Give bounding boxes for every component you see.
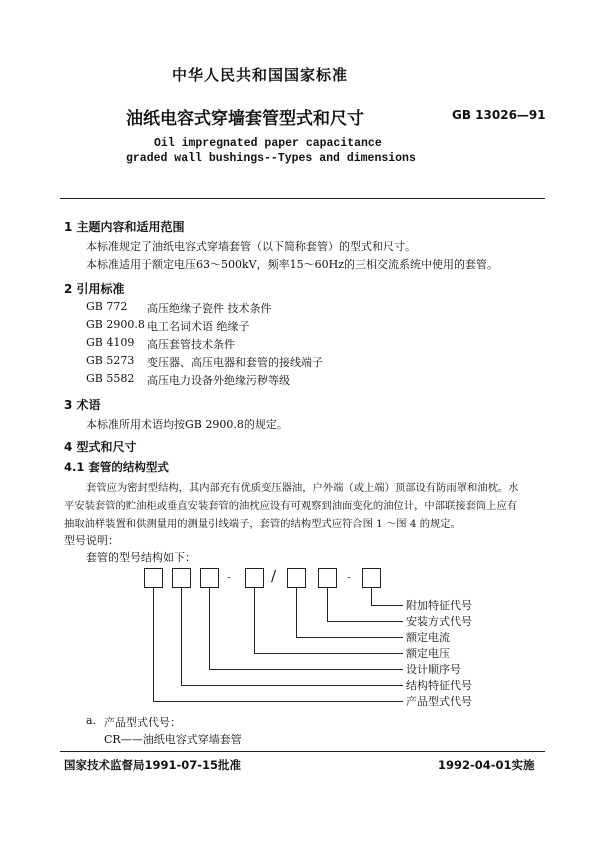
section-3-heading: 3 术语 bbox=[64, 398, 101, 412]
model-box bbox=[144, 568, 163, 588]
dash-separator: - bbox=[227, 570, 232, 584]
reference-title: 电工名词术语 绝缘子 bbox=[147, 320, 250, 333]
reference-title: 高压套管技术条件 bbox=[147, 338, 235, 351]
section-2-heading: 2 引用标准 bbox=[64, 282, 125, 296]
approval-date: 国家技术监督局1991-07-15批准 bbox=[64, 758, 242, 772]
item-a-value: CR——油纸电容式穿墙套管 bbox=[104, 733, 242, 746]
standard-org: 中华人民共和国国家标准 bbox=[172, 66, 349, 84]
section-3-paragraph: 本标准所用术语均按GB 2900.8的规定。 bbox=[86, 418, 288, 431]
section-1-heading: 1 主题内容和适用范围 bbox=[64, 220, 185, 234]
leader-line bbox=[254, 588, 255, 653]
diagram-label: 结构特征代号 bbox=[406, 679, 472, 692]
reference-code: GB 4109 bbox=[86, 336, 135, 349]
reference-code: GB 5582 bbox=[86, 372, 135, 385]
section-4-paragraph-line: 抽取油样装置和供测量用的测量引线端子，套管的结构型式应符合图 1 ～图 4 的规定。 bbox=[64, 518, 461, 530]
section-1-paragraph-2: 本标准适用于额定电压63～500kV，频率15～60Hz的三相交流系统中使用的套管。 bbox=[86, 258, 498, 271]
leader-line bbox=[327, 621, 403, 622]
leader-line bbox=[296, 637, 403, 638]
leader-line bbox=[371, 588, 372, 605]
english-title-line1: Oil impregnated paper capacitance bbox=[154, 137, 382, 150]
model-label: 型号说明： bbox=[64, 534, 119, 547]
leader-line bbox=[209, 588, 210, 669]
dash-separator: - bbox=[347, 570, 352, 584]
header-divider bbox=[60, 198, 545, 199]
section-1-paragraph-1: 本标准规定了油纸电容式穿墙套管（以下简称套管）的型式和尺寸。 bbox=[86, 240, 416, 253]
model-box bbox=[287, 568, 306, 588]
item-a-text: 产品型式代号： bbox=[104, 716, 181, 729]
model-box bbox=[318, 568, 337, 588]
leader-line bbox=[371, 605, 403, 606]
item-a-marker: a. bbox=[86, 714, 97, 727]
leader-line bbox=[181, 588, 182, 685]
section-4-paragraph-line: 平安装套管的贮油柜或垂直安装套管的油枕应设有可观察到油面变化的油位计，中部联接套筒上应有 bbox=[64, 500, 518, 512]
diagram-label: 设计顺序号 bbox=[406, 663, 461, 676]
model-box bbox=[362, 568, 381, 588]
diagram-label: 额定电流 bbox=[406, 631, 450, 644]
leader-line bbox=[153, 701, 403, 702]
section-4-heading: 4 型式和尺寸 bbox=[64, 440, 137, 454]
slash-separator: / bbox=[271, 567, 277, 585]
reference-title: 高压电力设备外绝缘污秽等级 bbox=[147, 374, 290, 387]
section-4-1-heading: 4.1 套管的结构型式 bbox=[64, 460, 169, 474]
leader-line bbox=[254, 653, 403, 654]
leader-line bbox=[296, 588, 297, 637]
leader-line bbox=[153, 588, 154, 701]
page-title: 油纸电容式穿墙套管型式和尺寸 bbox=[126, 109, 364, 129]
standard-code: GB 13026—91 bbox=[452, 108, 546, 122]
model-box bbox=[245, 568, 264, 588]
diagram-label: 安装方式代号 bbox=[406, 615, 472, 628]
leader-line bbox=[181, 685, 403, 686]
effective-date: 1992-04-01实施 bbox=[438, 758, 535, 772]
section-4-paragraph-line: 套管应为密封型结构，其内部充有优质变压器油，户外端（或上端）顶部设有防雨罩和油枕。水 bbox=[86, 482, 519, 494]
reference-code: GB 5273 bbox=[86, 354, 135, 367]
leader-line bbox=[327, 588, 328, 621]
model-box bbox=[172, 568, 191, 588]
diagram-label: 附加特征代号 bbox=[406, 599, 472, 612]
leader-line bbox=[209, 669, 403, 670]
diagram-label: 产品型式代号 bbox=[406, 695, 472, 708]
reference-code: GB 772 bbox=[86, 300, 128, 313]
reference-title: 变压器、高压电器和套管的接线端子 bbox=[147, 356, 323, 369]
diagram-label: 额定电压 bbox=[406, 647, 450, 660]
reference-code: GB 2900.8 bbox=[86, 318, 145, 331]
footer-divider bbox=[60, 751, 545, 752]
english-title-line2: graded wall bushings--Types and dimensions bbox=[126, 152, 416, 165]
model-intro: 套管的型号结构如下： bbox=[86, 551, 196, 564]
model-box bbox=[200, 568, 219, 588]
reference-title: 高压绝缘子瓷件 技术条件 bbox=[147, 302, 272, 315]
